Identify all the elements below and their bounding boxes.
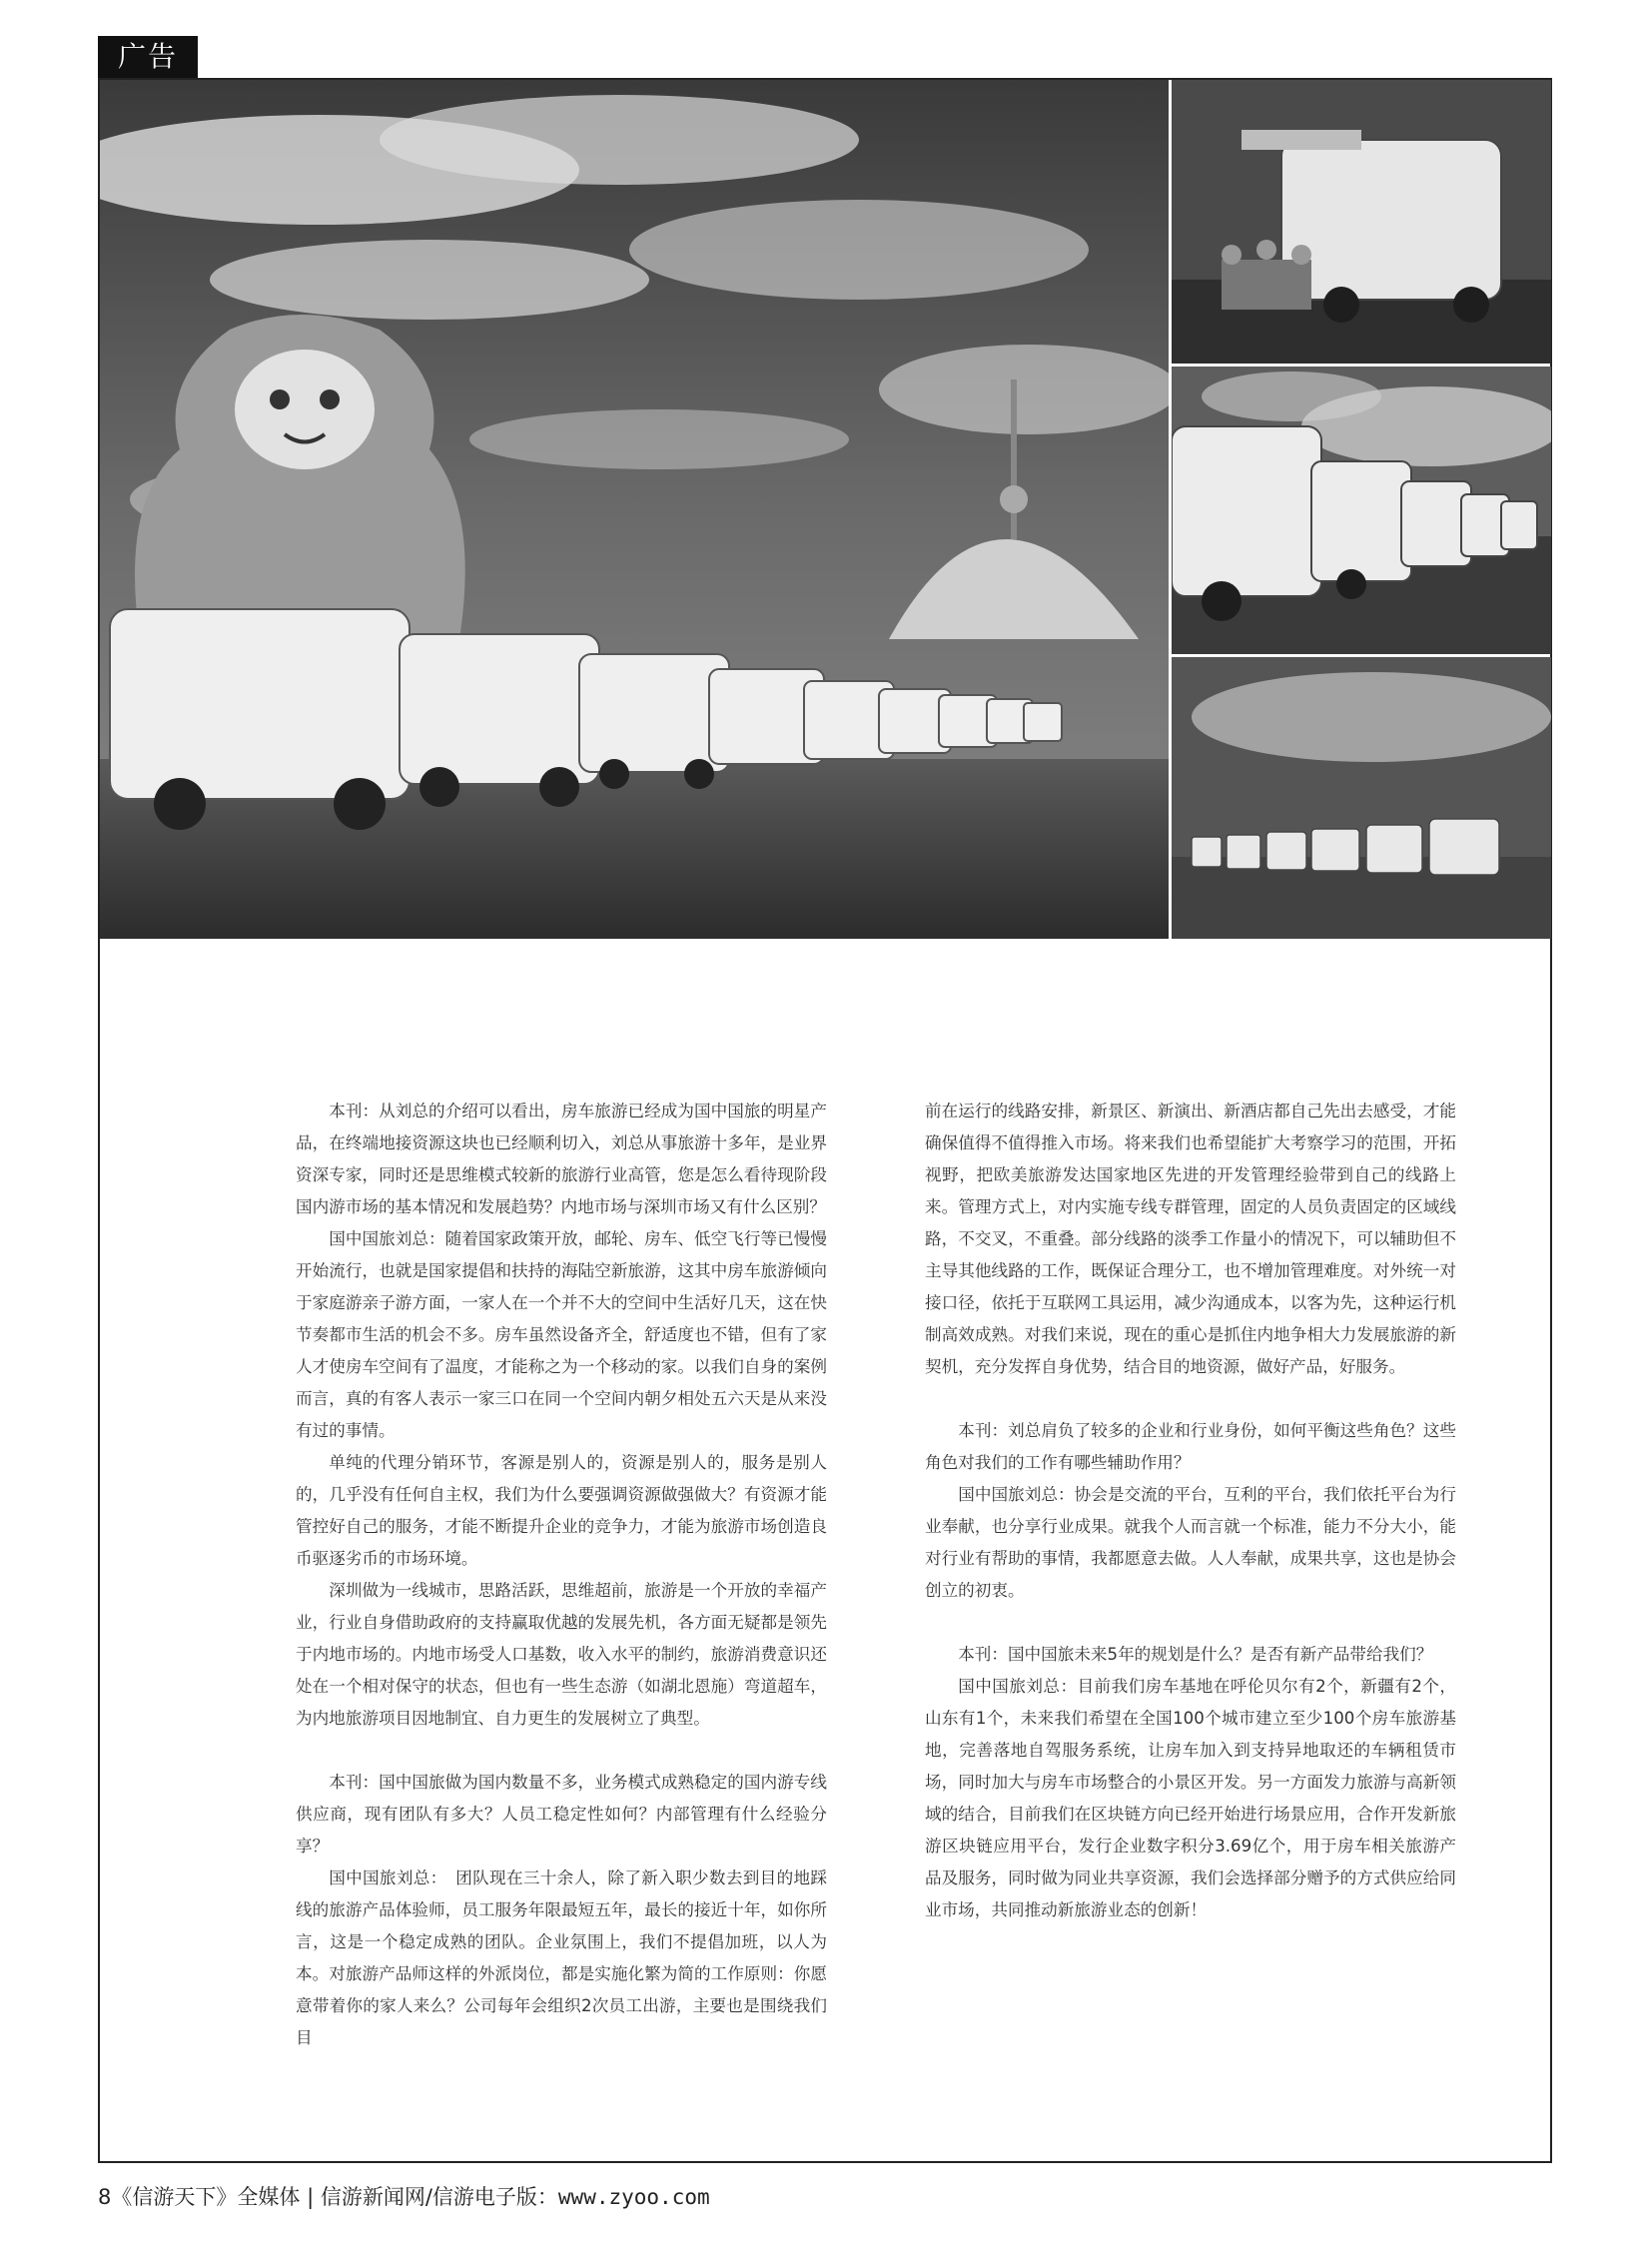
paragraph: 本刊：国中国旅未来5年的规划是什么？是否有新产品带给我们？ — [958, 1645, 1433, 1664]
top-right-photo-graphic — [1172, 80, 1551, 364]
main-photo-graphic — [100, 80, 1169, 939]
paragraph: 前在运行的线路安排，新景区、新演出、新酒店都自己先出去感受，才能确保值得不值得推入市场。将来我们也希望能扩大考察学习的范围，开拓视野，把欧美旅游发达国家地区先进的开发管理经验带到自己的线路上来。管理方式上，对内实施专线专群管理，固定的人员负责固定的区域线路，不交叉，不重叠。部分线路的淡季工作量小的情况下，可以辅助但不主导其他线路的工作，既保证合理分工，也不增加管理难度。对外统一对接口径，依托于互联网工具运用，减少沟通成本，以客为先，这种运行机制高效成熟。对我们来说，现在的重心是抓住内地争相大力发展旅游的新契机，充分发挥自身优势，结合目的地资源，做好产品，好服务。 — [925, 1102, 1456, 1376]
paragraph: 国中国旅刘总：协会是交流的平台，互利的平台，我们依托平台为行业奉献，也分享行业成果。就我个人而言就一个标准，能力不分大小，能对行业有帮助的事情，我都愿意去做。人人奉献，成果共享，这也是协会创立的初衷。 — [925, 1485, 1456, 1600]
bottom-right-photo — [1172, 657, 1551, 939]
top-right-photo — [1172, 80, 1551, 364]
paragraph: 国中国旅刘总： 团队现在三十余人，除了新入职少数去到目的地踩线的旅游产品体验师，员工服务年限最短五年，最长的接近十年，如你所言，这是一个稳定成熟的团队。企业氛围上，我们不提倡加班，以人为本。对旅游产品师这样的外派岗位，都是实施化繁为简的工作原则：你愿意带着你的家人来么？公司每年会组织2次员工出游，主要也是围绕我们目 — [296, 1868, 827, 2047]
article-column-right — [925, 1096, 1456, 1926]
paragraph: 国中国旅刘总：目前我们房车基地在呼伦贝尔有2个，新疆有2个，山东有1个，未来我们希望在全国100个城市建立至少100个房车旅游基地，完善落地自驾服务系统，让房车加入到支持异地取还的车辆租赁市场，同时加大与房车市场整合的小景区开发。另一方面发力旅游与高新领域的结合，目前我们在区块链方向已经开始进行场景应用，合作开发新旅游区块链应用平台，发行企业数字积分3.69亿个，用于房车相关旅游产品及服务，同时做为同业共享资源，我们会选择部分赠予的方式供应给同业市场，共同推动新旅游业态的创新！ — [925, 1677, 1456, 1919]
footer-url[interactable]: www.zyoo.com — [557, 2185, 710, 2209]
main-photo — [100, 80, 1169, 939]
page-number: 8 — [98, 2185, 112, 2209]
middle-right-photo — [1172, 367, 1551, 654]
middle-right-photo-graphic — [1172, 367, 1551, 654]
paragraph: 深圳做为一线城市，思路活跃，思维超前，旅游是一个开放的幸福产业，行业自身借助政府的支持赢取优越的发展先机，各方面无疑都是领先于内地市场的。内地市场受人口基数，收入水平的制约，旅游消费意识还处在一个相对保守的状态，但也有一些生态游（如湖北恩施）弯道超车，为内地旅游项目因地制宜、自力更生的发展树立了典型。 — [296, 1581, 827, 1728]
paragraph: 本刊：国中国旅做为国内数量不多，业务模式成熟稳定的国内游专线供应商，现有团队有多大？人员工稳定性如何？内部管理有什么经验分享？ — [296, 1773, 827, 1856]
footer-separator: | — [307, 2185, 315, 2209]
paragraph: 国中国旅刘总：随着国家政策开放，邮轮、房车、低空飞行等已慢慢开始流行，也就是国家提倡和扶持的海陆空新旅游，这其中房车旅游倾向于家庭游亲子游方面，一家人在一个并不大的空间中生活好几天，这在快节奏都市生活的机会不多。房车虽然设备齐全，舒适度也不错，但有了家人才使房车空间有了温度，才能称之为一个移动的家。以我们自身的案例而言，真的有客人表示一家三口在同一个空间内朝夕相处五六天是从来没有过的事情。 — [296, 1229, 827, 1440]
article-column-left — [296, 1096, 827, 2054]
paragraph: 本刊：刘总肩负了较多的企业和行业身份，如何平衡这些角色？这些角色对我们的工作有哪些辅助作用？ — [925, 1421, 1456, 1472]
page-footer — [98, 2181, 710, 2211]
bottom-right-photo-graphic — [1172, 657, 1551, 939]
footer-sites: 信游新闻网/信游电子版： — [320, 2185, 558, 2209]
paragraph: 单纯的代理分销环节，客源是别人的，资源是别人的，服务是别人的，几乎没有任何自主权，我们为什么要强调资源做强做大？有资源才能管控好自己的服务，才能不断提升企业的竞争力，才能为旅游市场创造良币驱逐劣币的市场环境。 — [296, 1453, 827, 1568]
publication-name: 《信游天下》全媒体 — [111, 2185, 301, 2209]
paragraph: 本刊：从刘总的介绍可以看出，房车旅游已经成为国中国旅的明星产品，在终端地接资源这块也已经顺利切入，刘总从事旅游十多年，是业界资深专家，同时还是思维模式较新的旅游行业高管，您是怎么看待现阶段国内游市场的基本情况和发展趋势？内地市场与深圳市场又有什么区别？ — [296, 1102, 827, 1216]
advertisement-tag: 广告 — [98, 36, 198, 78]
